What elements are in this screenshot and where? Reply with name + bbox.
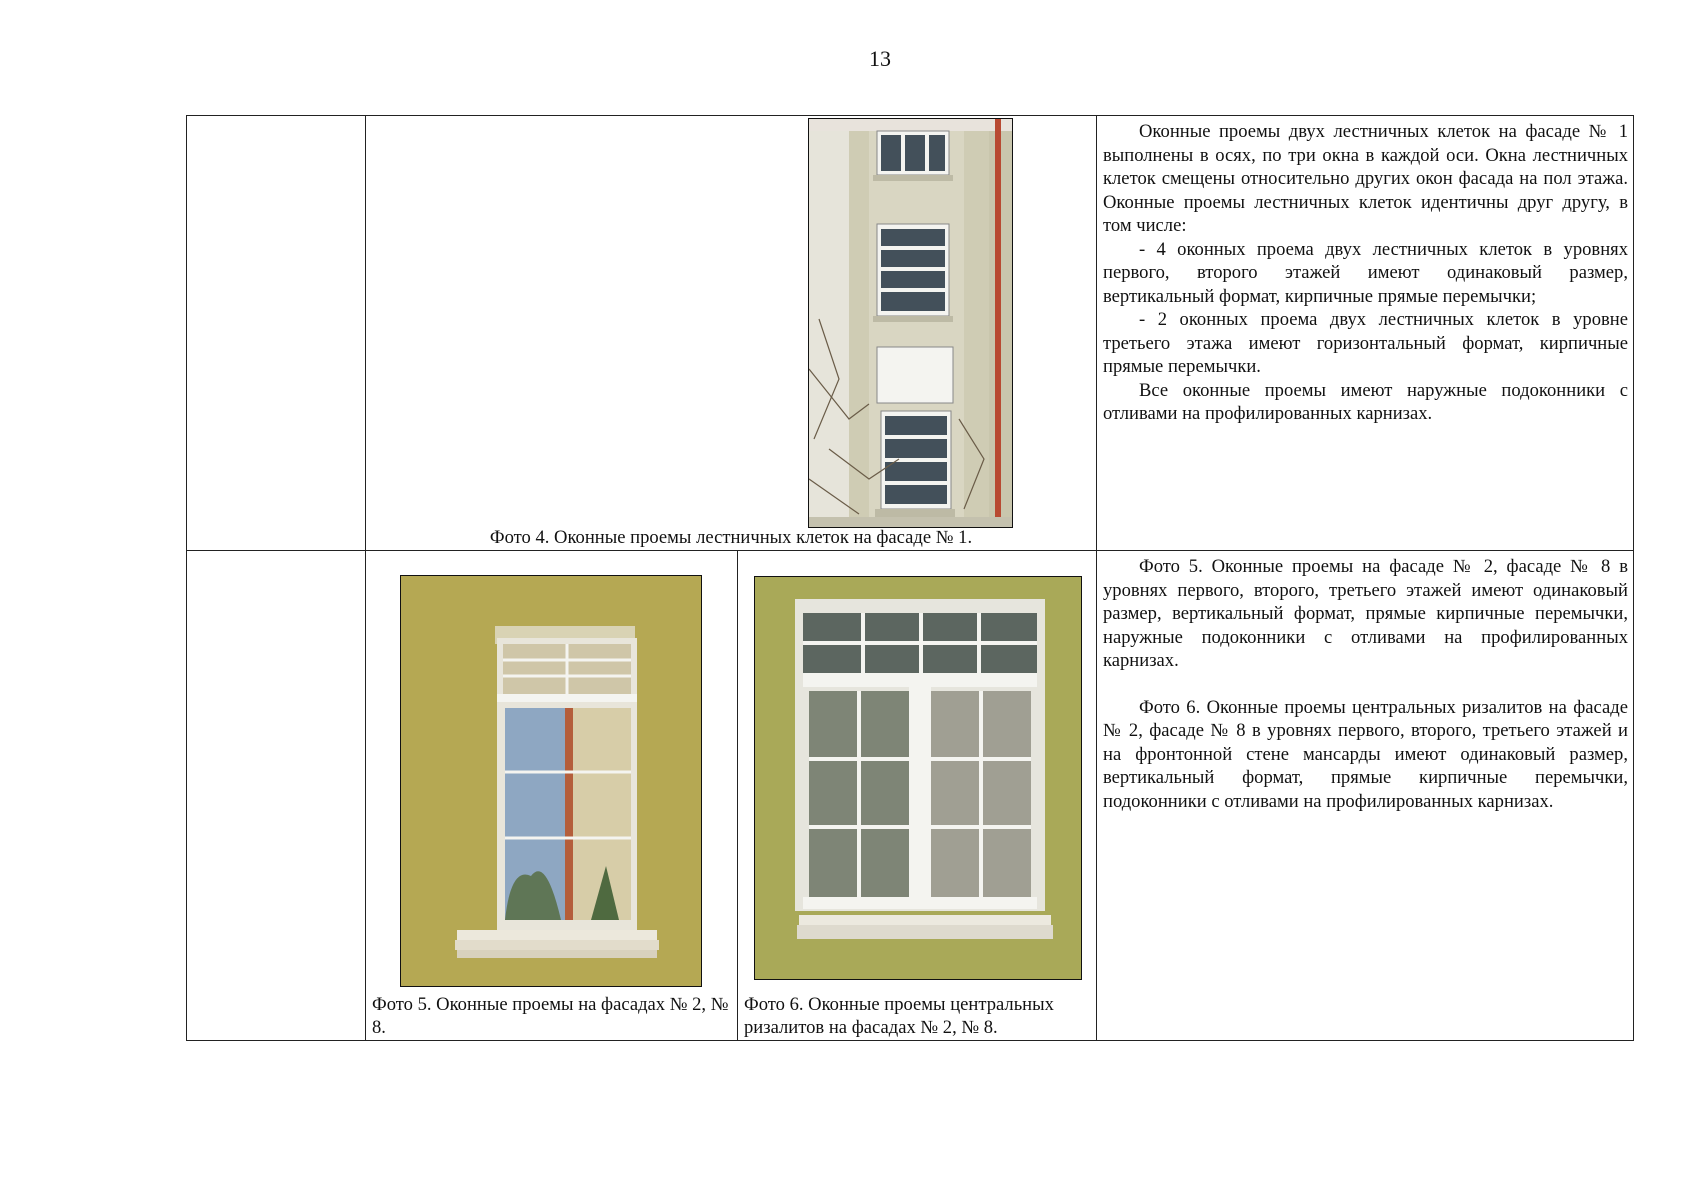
paragraph: - 2 оконных проема двух лестничных клеток в уровне третьего этажа имеют горизонтальный формат, кирпичные прямые перемычки.: [1103, 309, 1628, 377]
photo5-caption: Фото 5. Оконные проемы на фасадах № 2, № 8.: [372, 994, 729, 1038]
photo4-staircase-windows: [808, 118, 1013, 528]
paragraph: - 4 оконных проема двух лестничных клеток в уровнях первого, второго этажей имеют одинаковый размер, вертикальный формат, кирпичные прямые перемычки;: [1103, 238, 1628, 307]
description-cell-row1: [1097, 116, 1634, 551]
document-table: [186, 115, 1634, 1041]
page-number: 13: [869, 46, 891, 71]
empty-cell: [187, 551, 366, 1041]
paragraph: Оконные проемы двух лестничных клеток на фасаде № 1 выполнены в осях, по три окна в каждой оси. Окна лестничных клеток смещены относительно других окон фасада на пол этажа. Оконные проемы лестничных клеток идентичны друг другу, в том числе:: [1103, 121, 1628, 236]
photo6-cell: [738, 551, 1097, 1041]
photo5-window: [400, 575, 702, 987]
photo6-window: [754, 576, 1082, 980]
empty-cell: [187, 116, 366, 551]
photo6-caption: Фото 6. Оконные проемы центральных ризалитов на фасадах № 2, № 8.: [744, 994, 1054, 1038]
photo4-caption: Фото 4. Оконные проемы лестничных клеток на фасаде № 1.: [489, 527, 973, 548]
paragraph: Фото 6. Оконные проемы центральных ризалитов на фасаде № 2, фасаде № 8 в уровнях первого, второго, третьего этажей и на фронтонной стене мансарды имеют одинаковый размер, вертикальный формат, прямые кирпичные перемычки, подоконники с отливами на профилированных карнизах.: [1103, 696, 1628, 812]
photo4-cell: [366, 116, 1097, 551]
paragraph: Все оконные проемы имеют наружные подоконники с отливами на профилированных карнизах.: [1103, 379, 1628, 424]
photo5-cell: [366, 551, 738, 1041]
table-row: [187, 551, 1634, 1041]
description-cell-row2: [1097, 551, 1634, 1041]
paragraph: Фото 5. Оконные проемы на фасаде № 2, фасаде № 8 в уровнях первого, второго, третьего этажей имеют одинаковый размер, вертикальный формат, прямые кирпичные перемычки, наружные подоконники с отливами на профилированных карнизах.: [1103, 556, 1628, 671]
table-row: [187, 116, 1634, 551]
